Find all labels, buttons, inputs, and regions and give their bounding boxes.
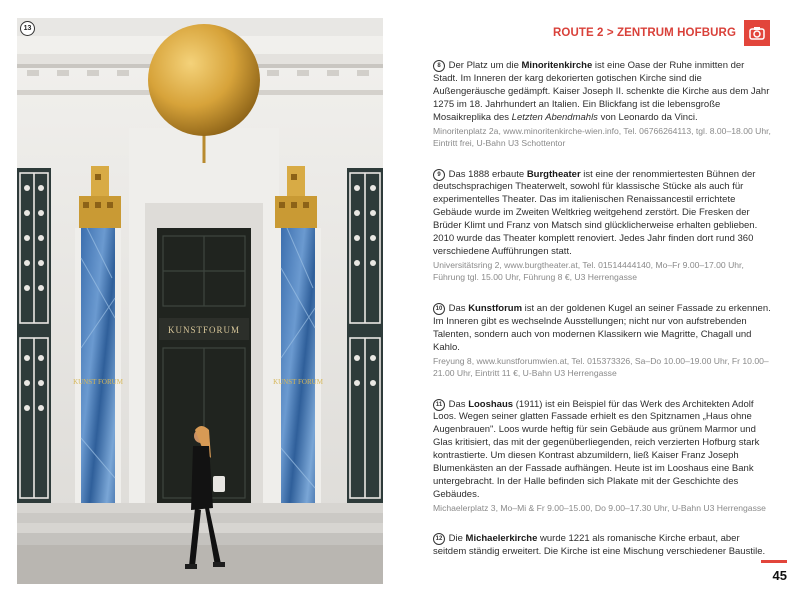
entry-info: Michaelerplatz 3, Mo–Mi & Fr 9.00–15.00, Do 9.00–17.30 Uhr, U-Bahn U3 Herrengasse xyxy=(433,502,766,513)
entry-name-prefix: Der Platz um die xyxy=(448,60,522,71)
entry-burgtheater xyxy=(433,169,771,284)
entry-prefix: Das xyxy=(448,302,469,314)
pillar-left xyxy=(73,166,124,558)
entry-body: (1911) ist ein Beispiel für das Werk des Architekten Adolf Loos. Wegen seiner glatten Fassade erhielt es den Spitznamen „Haus ohne Augenbrauen". Loos wurde heftig für sein Gebäude aus grünem Marmor und Glas kritisiert, das mit der gegenüberliegenden, reich verzierten Hofburg stark kontrastierte. Um diesen Kontrast abzumildern, ließ Kaiser Franz Joseph Blumenkästen an der Fassade aufhängen. Heute ist im Looshaus eine Bank untergebracht. In der Halle befinden sich Plakate mit der Geschichte des Gebäudes. xyxy=(433,398,760,500)
entry-number: 10 xyxy=(433,303,445,315)
entry-minoritenkirche xyxy=(433,60,771,150)
entry-info: Minoritenplatz 2a, www.minoritenkirche-wien.info, Tel. 06766264113, tgl. 8.00–18.00 Uhr, Eintritt frei, U-Bahn U3 Schottentor xyxy=(433,125,771,149)
route-title: ROUTE 2 > ZENTRUM HOFBURG xyxy=(553,27,736,39)
entry-info: Freyung 8, www.kunstforumwien.at, Tel. 015373326, Sa–Do 10.00–19.00 Uhr, Fr 10.00–21.00 Uhr, Eintritt 11 €, U-Bahn U3 Herrengasse xyxy=(433,355,769,378)
entry-italic: Letzten Abendmahls xyxy=(511,111,598,123)
photo-page-marker: 13 xyxy=(20,21,35,36)
entry-michaelerkirche xyxy=(433,533,771,559)
entry-prefix: Das 1888 erbaute xyxy=(448,168,527,180)
kunstforum-facade-photo xyxy=(17,18,383,584)
page-number: 45 xyxy=(772,568,787,583)
entry-body: ist an der goldenen Kugel an seiner Fassade zu erkennen. Im Inneren gibt es wechselnde Ausstellungen; nicht nur von aufstrebenden Talenten, sondern auch von modernen Klassikern wie Magritte, Chagall und Kahlo. xyxy=(433,302,771,353)
entry-name: Kunstforum xyxy=(468,302,523,314)
entry-name: Burgtheater xyxy=(526,168,581,180)
entry-looshaus xyxy=(433,399,771,515)
camera-icon xyxy=(749,26,765,40)
page-accent-bar xyxy=(761,560,787,563)
entry-name: Minoritenkirche xyxy=(521,60,593,71)
entry-number: 11 xyxy=(433,399,445,411)
facade-illustration xyxy=(17,18,383,584)
pillar-right xyxy=(273,166,324,558)
entry-kunstforum xyxy=(433,303,771,380)
golden-sphere xyxy=(148,24,260,136)
pillar-right-sign: KUNST FORUM xyxy=(273,378,323,386)
window-left xyxy=(17,168,51,508)
text-column xyxy=(433,60,771,578)
camera-badge xyxy=(744,20,770,46)
entry-prefix: Das xyxy=(448,398,469,410)
window-right xyxy=(347,168,383,508)
entry-number: 12 xyxy=(433,533,445,545)
entry-body: ist eine Oase der Ruhe inmitten der Stadt. Im Inneren der karg dekorierten gotischen Kirche sind die Außengeräusche gedämpft. Kaiser Joseph II. schenkte die Kirche aus dem Jahr 1275 im 18. Jahrhundert an Italien. Ein Blickfang ist die lebensgroße Mosaikreplika des xyxy=(433,60,770,123)
entry-body-end: von Leonardo da Vinci. xyxy=(597,111,698,123)
entry-prefix: Die xyxy=(448,533,466,545)
portal-sign: KUNSTFORUM xyxy=(167,325,241,335)
entry-name: Looshaus xyxy=(468,398,514,410)
entry-number: 9 xyxy=(433,169,445,181)
entry-body: wurde 1221 als romanische Kirche erbaut, aber seitdem ständig erweitert. Die Kirche ist eine Mischung verschiedener Baustile. xyxy=(433,533,766,558)
entry-info: Universitätsring 2, www.burgtheater.at, Tel. 01514444140, Mo–Fr 9.00–17.00 Uhr, Führung tgl. 15.00 Uhr, Führung 8 €, U3 Herrengasse xyxy=(433,259,744,283)
entry-name: Michaelerkirche xyxy=(465,533,538,545)
chapter-header xyxy=(553,22,770,44)
entry-body: ist eine der renommiertesten Bühnen der deutschsprachigen Theaterwelt, sowohl für klassische Stücke als auch für experimentelles Theater. Das im italienischen Renaissancestil errichtete Gebäude wurde im Zweiten Weltkrieg weitgehend zerstört. Die Fresken der Brüder Klimt und Franz von Matsch sind glücklicherweise erhalten geblieben. 2010 wurde das Theater komplett renoviert. Jedes Jahr finden dort rund 360 verschiedene Aufführungen statt. xyxy=(433,168,758,257)
pillar-left-sign: KUNST FORUM xyxy=(73,378,123,386)
entry-number: 8 xyxy=(433,60,445,72)
